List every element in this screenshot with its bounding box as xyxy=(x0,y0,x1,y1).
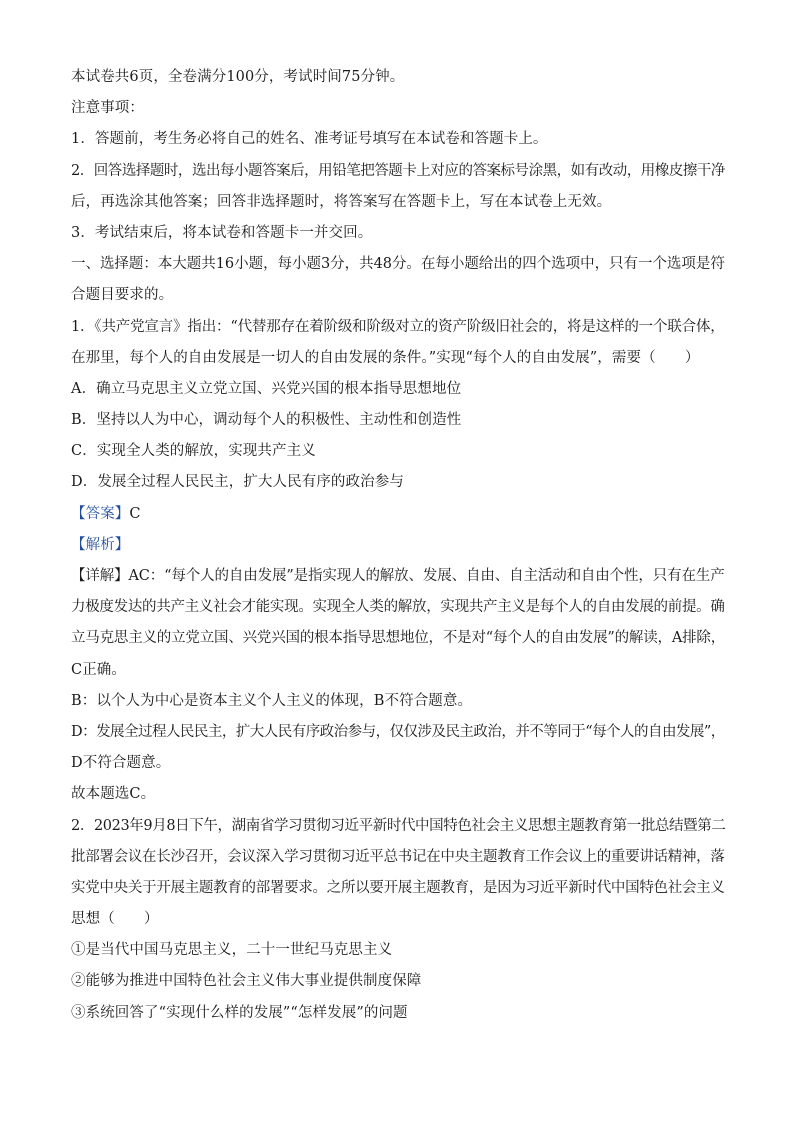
question-1-detail-line-4: C正确。 xyxy=(71,661,126,678)
question-1-stem-line-1: 1．《共产党宣言》指出：“代替那存在着阶级和阶级对立的资产阶级旧社会的，将是这样的一个联合体， xyxy=(71,318,725,335)
question-1-option-c: C．实现全人类的解放，实现共产主义 xyxy=(71,443,316,460)
question-2-stem-line-3: 实党中央关于开展主题教育的部署要求。之所以要开展主题教育，是因为习近平新时代中国特色社会主义 xyxy=(71,879,725,896)
question-1-detail-line-2: 力极度发达的共产主义社会才能实现。实现全人类的解放，实现共产主义是每个人的自由发展的前提。确 xyxy=(71,599,725,616)
notice-item-2-line-1: 2．回答选择题时，选出每小题答案后，用铅笔把答题卡上对应的答案标号涂黑，如有改动，用橡皮擦干净 xyxy=(71,162,725,179)
question-1-option-b: B．坚持以人为中心，调动每个人的积极性、主动性和创造性 xyxy=(71,412,462,429)
question-1-answer xyxy=(71,499,725,530)
question-1-detail-line-7: D不符合题意。 xyxy=(71,755,171,772)
answer-tag: 【答案】 xyxy=(71,505,130,522)
detail-tag: 【详解】 xyxy=(71,568,129,584)
question-2-item-3: ③系统回答了“实现什么样的发展”“怎样发展”的问题 xyxy=(71,1004,408,1021)
question-2-stem-line-1: 2．2023年9月8日下午，湖南省学习贯彻习近平新时代中国特色社会主义思想主题教育第一批总结暨第二 xyxy=(71,817,726,834)
section-heading-line-2: 合题目要求的。 xyxy=(71,287,174,304)
question-1-stem-line-2: 在那里，每个人的自由发展是一切人的自由发展的条件。”实现“每个人的自由发展”，需要（ ） xyxy=(71,349,700,366)
document-page xyxy=(71,62,725,1029)
notice-item-3: 3．考试结束后，将本试卷和答题卡一并交回。 xyxy=(71,224,373,241)
notice-item-1: 1．答题前，考生务必将自己的姓名、准考证号填写在本试卷和答题卡上。 xyxy=(71,131,548,148)
question-1-detail-line-3: 立马克思主义的立党立国、兴党兴国的根本指导思想地位，不是对“每个人的自由发展”的解读，A排除， xyxy=(71,630,725,647)
exam-intro: 本试卷共6页，全卷满分100分，考试时间75分钟。 xyxy=(71,69,405,85)
question-1-detail-line-6: D：发展全过程人民民主，扩大人民有序政治参与，仅仅涉及民主政治，并不等同于“每个人的自由发展”， xyxy=(71,723,725,740)
question-1-option-d: D．发展全过程人民民主，扩大人民有序的政治参与 xyxy=(71,474,404,491)
notice-title: 注意事项： xyxy=(71,100,144,117)
question-2-item-2: ②能够为推进中国特色社会主义伟大事业提供制度保障 xyxy=(71,973,422,990)
section-heading-line-1: 一、选择题：本大题共16小题，每小题3分，共48分。在每小题给出的四个选项中，只有一个选项是符 xyxy=(71,256,725,273)
analysis-tag: 【解析】 xyxy=(71,536,130,553)
question-1-option-a: A．确立马克思主义立党立国、兴党兴国的根本指导思想地位 xyxy=(71,380,462,397)
question-1-conclusion: 故本题选C。 xyxy=(71,786,156,803)
question-1-detail-line-1 xyxy=(71,561,725,592)
question-2-stem-line-4: 思想（ ） xyxy=(71,911,159,928)
question-1-detail-line-5: B：以个人为中心是资本主义个人主义的体现，B不符合题意。 xyxy=(71,692,473,709)
question-2-stem-line-2: 批部署会议在长沙召开，会议深入学习贯彻习近平总书记在中央主题教育工作会议上的重要讲话精神，落 xyxy=(71,848,725,865)
detail-text: AC：“每个人的自由发展”是指实现人的解放、发展、自由、自主活动和自由个性，只有在生产 xyxy=(128,568,725,584)
answer-value: C xyxy=(129,505,141,522)
question-1-analysis xyxy=(71,530,725,561)
notice-item-2-line-2: 后，再选涂其他答案；回答非选择题时，将答案写在答题卡上，写在本试卷上无效。 xyxy=(71,193,612,210)
question-2-item-1: ①是当代中国马克思主义，二十一世纪马克思主义 xyxy=(71,942,393,959)
